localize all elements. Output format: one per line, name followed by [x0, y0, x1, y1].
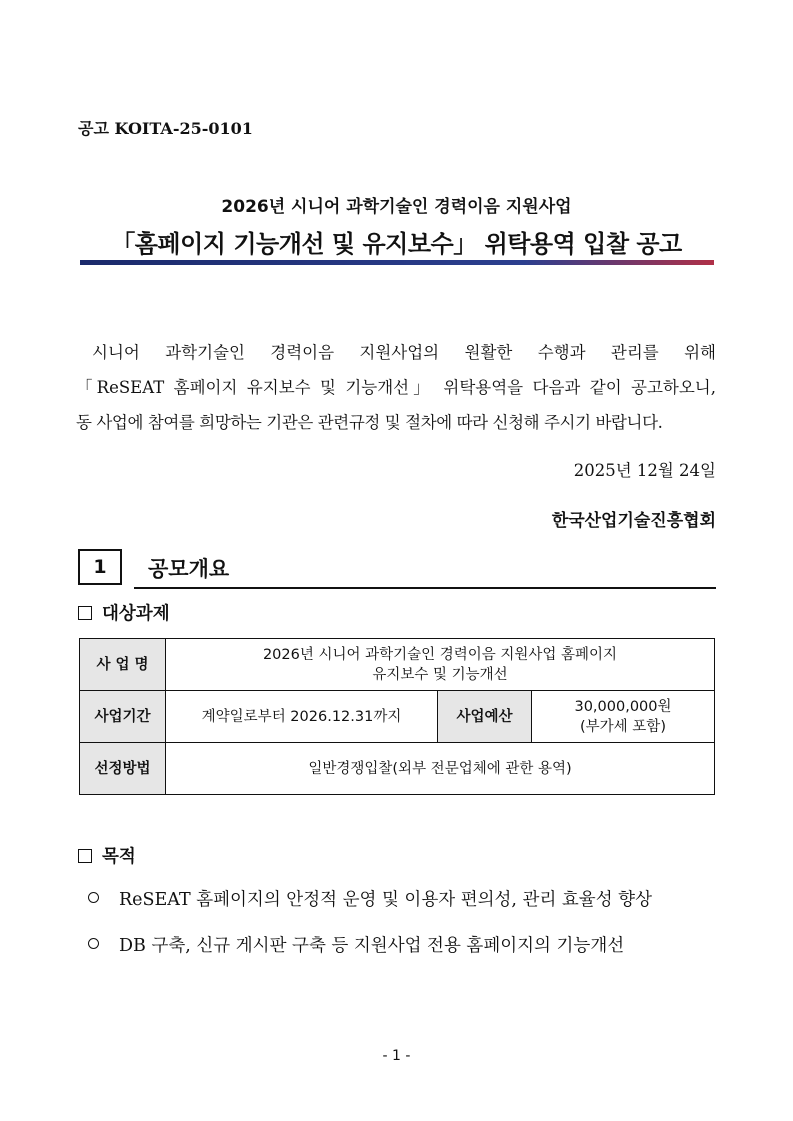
- budget-amount: 30,000,000원: [574, 698, 672, 715]
- checkbox-square-icon: [78, 606, 92, 620]
- project-info-table: [79, 638, 715, 795]
- target-heading-label: 대상과제: [102, 604, 170, 624]
- document-subtitle: 2026년 시니어 과학기술인 경력이음 지원사업: [221, 197, 572, 217]
- table-row: [80, 691, 715, 743]
- circle-bullet-icon: [88, 892, 99, 903]
- project-name-line-1: 2026년 시니어 과학기술인 경력이음 지원사업 홈페이지: [262, 646, 618, 663]
- budget-label: 사업예산: [438, 691, 532, 743]
- budget-value: [532, 691, 715, 743]
- purpose-heading-label: 목적: [102, 847, 136, 867]
- purpose-item: [88, 932, 624, 957]
- project-name-label: 사 업 명: [80, 639, 166, 691]
- method-label: 선정방법: [80, 743, 166, 795]
- section-underline: [134, 587, 716, 589]
- target-heading: [78, 600, 170, 625]
- page-number: - 1 -: [382, 1048, 411, 1064]
- checkbox-square-icon: [78, 849, 92, 863]
- organization-name: 한국산업기술진흥협회: [551, 511, 716, 531]
- purpose-item-text: ReSEAT 홈페이지의 안정적 운영 및 이용자 편의성, 관리 효율성 향상: [119, 890, 652, 910]
- notice-date: 2025년 12월 24일: [573, 461, 716, 480]
- method-value: 일반경쟁입찰(외부 전문업체에 관한 용역): [166, 743, 715, 795]
- section-number-box: 1: [78, 549, 122, 585]
- purpose-item-text: DB 구축, 신규 게시판 구축 등 지원사업 전용 홈페이지의 기능개선: [119, 936, 625, 956]
- table-row: [80, 639, 715, 691]
- purpose-heading: [78, 843, 136, 868]
- circle-bullet-icon: [88, 938, 99, 949]
- project-name-line-2: 유지보수 및 기능개선: [372, 666, 508, 683]
- project-name-value: [166, 639, 715, 691]
- purpose-item: [88, 886, 652, 911]
- intro-line-2: 「ReSEAT 홈페이지 유지보수 및 기능개선」 위탁용역을 다음과 같이 공고하오니,: [76, 378, 716, 397]
- period-value: 계약일로부터 2026.12.31까지: [166, 691, 438, 743]
- section-title: 공모개요: [148, 557, 230, 581]
- document-title: 「홈페이지 기능개선 및 유지보수」 위탁용역 입찰 공고: [111, 230, 682, 258]
- period-label: 사업기간: [80, 691, 166, 743]
- notice-number: 공고 KOITA-25-0101: [78, 119, 253, 138]
- budget-vat-note: (부가세 포함): [580, 718, 666, 735]
- intro-line-3: 동 사업에 참여를 희망하는 기관은 관련규정 및 절차에 따라 신청해 주시기 바랍니다.: [76, 413, 663, 432]
- title-underline-bar: [80, 260, 714, 265]
- table-row: [80, 743, 715, 795]
- intro-line-1: 시니어 과학기술인 경력이음 지원사업의 원활한 수행과 관리를 위해: [92, 343, 716, 362]
